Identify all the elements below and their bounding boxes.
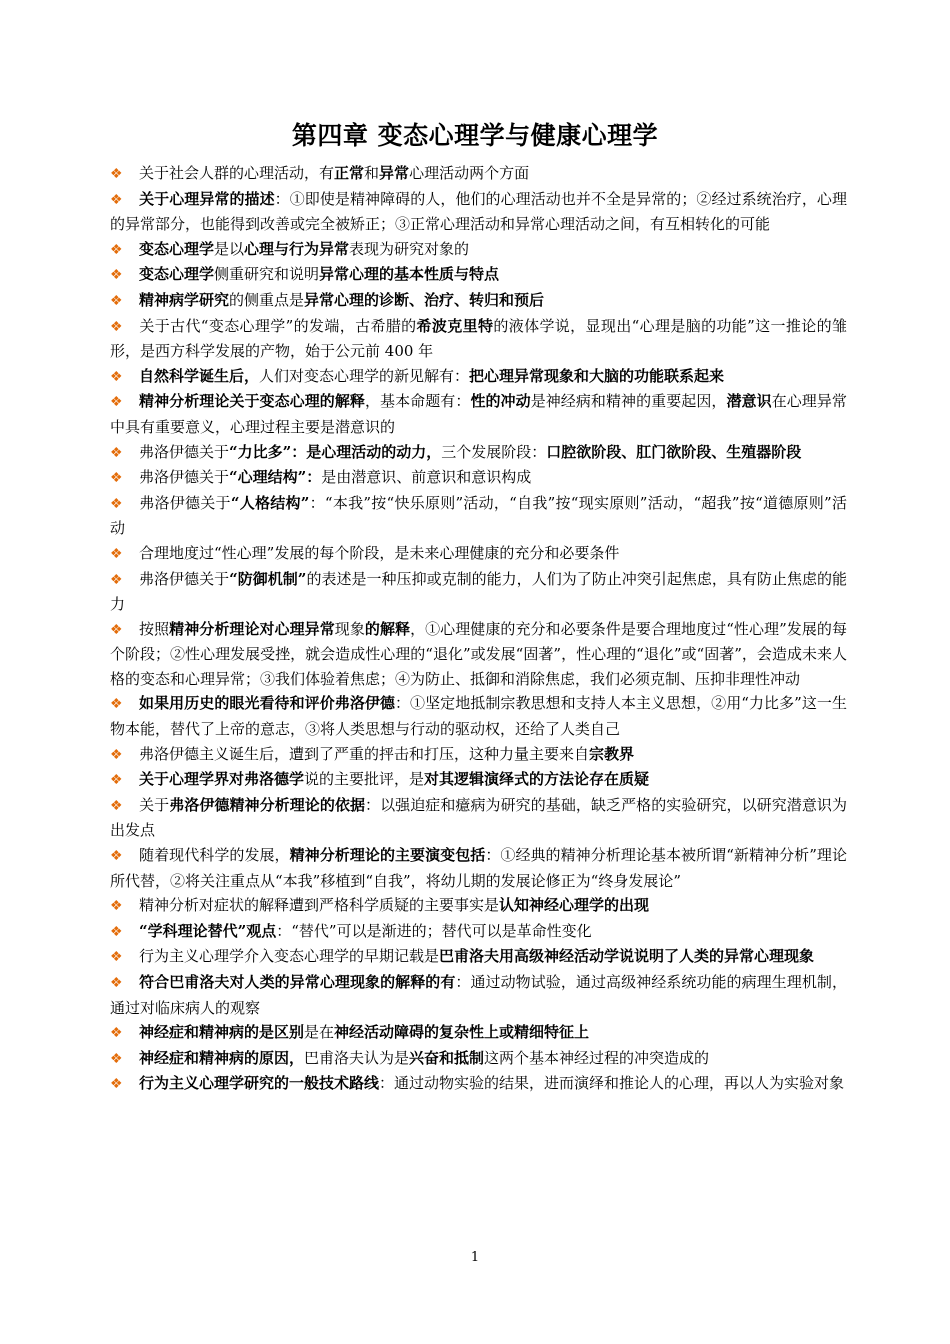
bold-text: “学科理论替代”观点 [139,921,277,940]
bold-text: 宗教界 [589,744,635,763]
list-item [110,944,847,970]
bullet-diamond-icon: ❖ [110,368,123,385]
bullet-diamond-icon: ❖ [110,923,123,940]
bullet-diamond-icon: ❖ [110,1076,123,1093]
text: ：“本我”按“快乐原则”活动，“自我”按“现实原则”活动，“超我”按“道德原则”活动 [110,493,847,538]
page-number: 1 [470,1250,480,1265]
text: 这两个基本神经过程的冲突造成的 [484,1048,710,1067]
bold-text: 心理与行为异常 [244,239,350,258]
list-item [110,161,847,187]
bold-text: 关于心理学界对弗洛德学 [139,770,305,789]
bold-text: 口腔欲阶段、肛门欲阶段、生殖器阶段 [546,442,802,461]
text: 关于古代“变态心理学”的发端，古希腊的 [139,316,417,335]
bold-text: 如果用历史的眼光看待和评价弗洛伊德 [139,694,395,713]
list-item [110,288,847,314]
list-item [110,465,847,491]
text: 的侧重点是 [229,290,305,309]
bullet-diamond-icon: ❖ [110,949,123,966]
bold-text: 弗洛伊德精神分析理论的依据 [169,795,366,814]
bullet-diamond-icon: ❖ [110,267,123,284]
text: 的表述是一种压抑或克制的能力，人们为了防止冲突引起焦虑，具有防止焦虑的能力 [110,569,847,614]
bold-text: 异常 [379,164,410,182]
list-item [110,970,847,1020]
bullet-diamond-icon: ❖ [110,1025,123,1042]
bold-text: 对其逻辑演绎式的方法论存在质疑 [424,770,650,789]
text: 是在 [304,1023,335,1042]
text: 说的主要批评，是 [304,770,425,789]
bold-text: 变态心理学 [139,265,215,284]
bullet-diamond-icon: ❖ [110,621,123,638]
list-item [110,440,847,466]
chapter-title: 第四章 变态心理学与健康心理学 [291,121,659,150]
text: 三个发展阶段： [441,442,547,461]
text: 关于社会人群的心理活动，有 [139,164,335,182]
list-item [110,1071,847,1097]
bold-text: 异常心理的诊断、治疗、转归和预后 [304,290,545,309]
bold-text: 变态心理学 [139,239,215,258]
list-item [110,742,847,768]
text: 行为主义心理学介入变态心理学的早期记载是 [139,947,440,966]
text: 现象 [334,619,365,638]
list-item [110,843,847,893]
text: ：①经典的精神分析理论基本被所谓“新精神分析”理论所代替，②将关注重点从“本我”移植到“自我”，将幼儿期的发展论修正为“终身发展论” [110,846,847,890]
bullet-list [110,161,847,1097]
bold-text: 精神分析理论关于变态心理的解释 [139,392,365,411]
bullet-diamond-icon: ❖ [110,166,123,182]
text: 心理活动两个方面 [409,164,530,182]
text: 和 [364,164,380,182]
text: 弗洛伊德关于 [139,442,230,461]
list-item [110,262,847,288]
bullet-diamond-icon: ❖ [110,746,123,763]
text: ：通过动物试验，通过高级神经系统功能的病理生理机制，通过对临床病人的观察 [110,973,847,1017]
list-item [110,793,847,843]
list-item [110,364,847,390]
bullet-diamond-icon: ❖ [110,191,123,208]
bullet-diamond-icon: ❖ [110,898,123,915]
bold-text: 自然科学诞生后， [139,366,260,385]
bold-text: 把心理异常现象和大脑的功能联系起来 [469,366,725,385]
bullet-diamond-icon: ❖ [110,394,123,411]
list-item [110,187,847,237]
text: ，基本命题有： [365,392,471,411]
bullet-diamond-icon: ❖ [110,292,123,309]
text: ：①即使是精神障碍的人，他们的心理活动也并不全是异常的；②经过系统治疗，心理的异常部分，也能得到改善或完全被矫正；③正常心理活动和异常心理活动之间，有互相转化的可能 [110,189,847,234]
bullet-diamond-icon: ❖ [110,1050,123,1067]
text: ：以强迫症和癔病为研究的基础，缺乏严格的实验研究，以研究潜意识为出发点 [110,795,847,840]
list-item [110,491,847,541]
list-item [110,767,847,793]
text: ：通过动物实验的结果，进而演绎和推论人的心理，再以人为实验对象 [379,1074,845,1093]
text: ，①心理健康的充分和必要条件是要合理地度过“性心理”发展的每个阶段；②性心理发展受挫，就会造成性心理的“退化”或发展“固著”，性心理的“退化”或“固著”，会造成未来人格的变态和心理异常；③我们体验着焦虑；④为防止、抵御和消除焦虑，我们必须克制、压抑非理性冲动 [110,619,847,688]
bold-text: 精神病学研究 [139,290,230,309]
bullet-diamond-icon: ❖ [110,318,123,335]
bold-text: 潜意识 [726,392,772,411]
bold-text: “力比多”：是心理活动的动力， [229,442,442,461]
text: 是由潜意识、前意识和意识构成 [321,468,532,487]
bullet-diamond-icon: ❖ [110,848,123,865]
list-item [110,567,847,617]
bold-text: 的解释 [364,619,411,638]
text: 在心理异常中具有重要意义，心理过程主要是潜意识的 [110,392,847,436]
list-item [110,237,847,263]
text: 合理地度过“性心理”发展的每个阶段，是未来心理健康的充分和必要条件 [139,543,620,562]
text: 表现为研究对象的 [349,239,470,258]
bold-text: 神经活动障碍的复杂性上或精细特征上 [334,1023,590,1042]
bold-text: 关于心理异常的描述 [139,189,275,208]
list-item [110,389,847,439]
list-item [110,893,847,919]
text: ：①坚定地抵制宗教思想和支持人本主义思想，②用“力比多”这一生物本能，替代了上帝的意志，③将人类思想与行动的驱动权，还给了人类自己 [110,694,847,739]
list-item [110,919,847,945]
text: 是以 [214,239,245,258]
bold-text: 性的冲动 [470,392,531,411]
bullet-diamond-icon: ❖ [110,495,123,512]
text: 精神分析对症状的解释遭到严格科学质疑的主要事实是 [139,896,500,915]
text: 弗洛伊德关于 [139,569,230,588]
bullet-diamond-icon: ❖ [110,772,123,789]
bold-text: 兴奋和抵制 [409,1048,485,1067]
bullet-diamond-icon: ❖ [110,545,123,562]
bold-text: “防御机制” [229,569,307,588]
text: 关于 [139,795,170,814]
bold-text: 神经症和精神病的原因， [139,1048,305,1067]
bullet-diamond-icon: ❖ [110,797,123,814]
bold-text: 精神分析理论的主要演变包括 [289,846,486,865]
text: ：“替代”可以是渐进的；替代可以是革命性变化 [276,921,592,940]
bullet-diamond-icon: ❖ [110,571,123,588]
list-item [110,1020,847,1046]
bold-text: “人格结构” [230,493,310,512]
bullet-diamond-icon: ❖ [110,444,123,461]
bold-text: 异常心理的基本性质与特点 [319,265,500,284]
bold-text: 精神分析理论对心理异常 [169,619,335,638]
bold-text: “心理结构”： [229,468,322,487]
bold-text: 符合巴甫洛夫对人类的异常心理现象的解释的有 [139,973,456,991]
text: 巴甫洛夫认为是 [304,1048,410,1067]
bullet-diamond-icon: ❖ [110,241,123,258]
bullet-diamond-icon: ❖ [110,975,123,991]
list-item [110,541,847,567]
text: 按照 [139,619,170,638]
list-item [110,691,847,741]
text: 是神经病和精神的重要起因， [530,392,727,411]
text: 弗洛伊德关于 [139,493,231,512]
bold-text: 巴甫洛夫用高级神经活动学说说明了人类的异常心理现象 [439,947,815,966]
text: 的液体学说，显现出“心理是脑的功能”这一推论的雏形，是西方科学发展的产物，始于公元前 400 年 [110,316,847,361]
list-item [110,314,847,364]
list-item [110,617,847,692]
bold-text: 行为主义心理学研究的一般技术路线 [139,1074,380,1093]
list-item [110,1046,847,1072]
bullet-diamond-icon: ❖ [110,696,123,713]
bold-text: 认知神经心理学的出现 [499,896,650,915]
bold-text: 正常 [334,164,365,182]
text: 人们对变态心理学的新见解有： [259,366,470,385]
text: 侧重研究和说明 [214,265,320,284]
bullet-diamond-icon: ❖ [110,470,123,487]
bold-text: 神经症和精神病的是区别 [139,1023,305,1042]
text: 随着现代科学的发展， [139,846,290,865]
text: 弗洛伊德关于 [139,468,230,487]
bold-text: 希波克里特 [416,316,494,335]
text: 弗洛伊德主义诞生后，遭到了严重的抨击和打压，这种力量主要来自 [139,744,590,763]
